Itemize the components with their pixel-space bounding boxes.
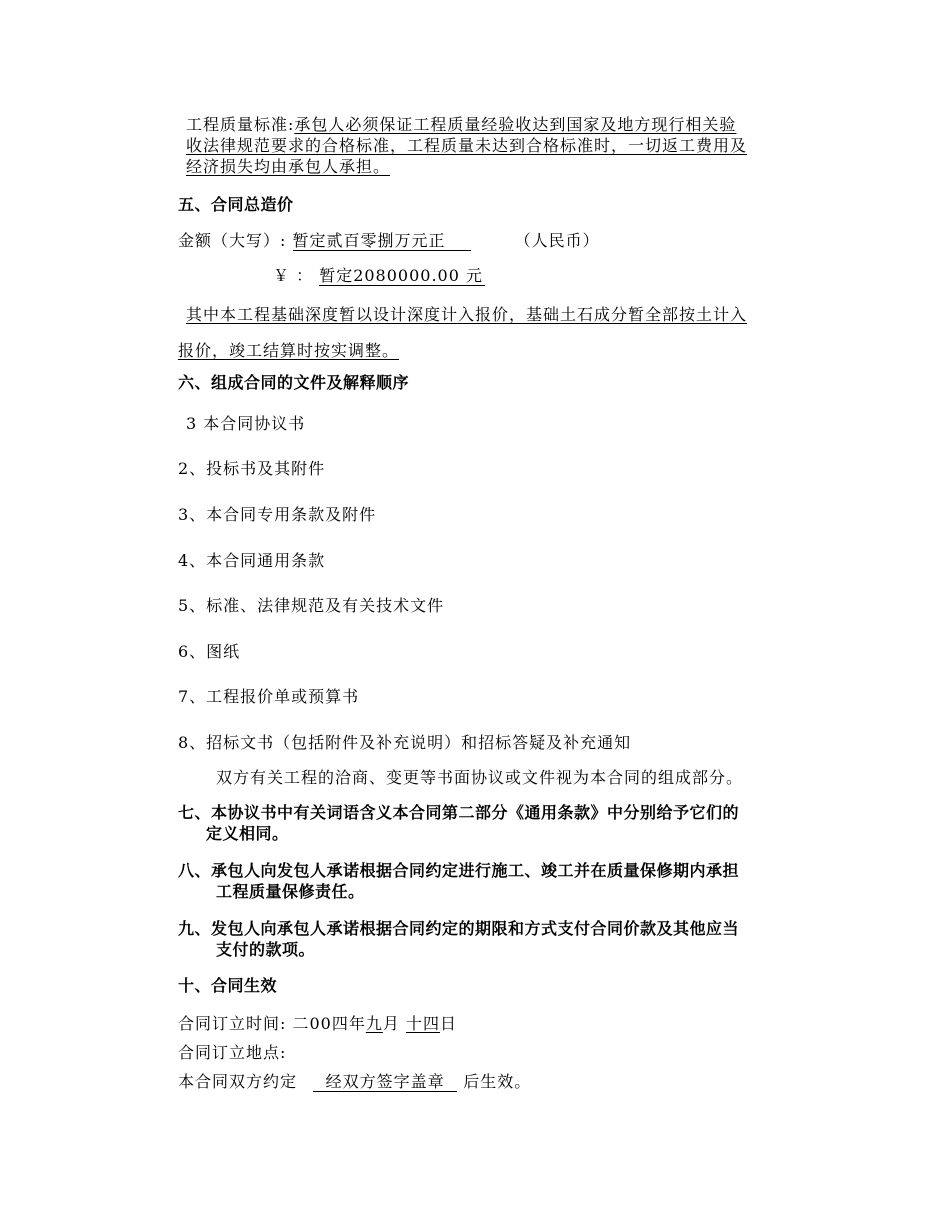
effective-prefix: 本合同双方约定: [178, 1072, 298, 1091]
contract-date-year: 二00四年: [292, 1014, 366, 1033]
document-list-item: 3 本合同协议书: [186, 414, 306, 433]
amount-figure-value: 暂定2080000.00 元: [319, 267, 485, 286]
document-list-item: 7、工程报价单或预算书: [178, 687, 360, 706]
quality-label: 工程质量标准:: [186, 115, 295, 134]
contract-effective-row: [178, 1072, 531, 1092]
price-note-line-1: 其中本工程基础深度暂以设计深度计入报价，基础土石成分暂全部按土计入: [186, 305, 748, 324]
quality-standard-line-3: 经济损失均由承包人承担。: [186, 157, 391, 176]
section-7-line-2: 定义相同。: [206, 824, 289, 843]
section-6-closing: 双方有关工程的洽商、变更等书面协议或文件视为本合同的组成部分。: [216, 768, 744, 787]
section-7-line-1: 七、本协议书中有关词语含义本合同第二部分《通用条款》中分别给予它们的: [178, 803, 740, 822]
section-8-line-2: 工程质量保修责任。: [216, 882, 365, 901]
document-list-item: 6、图纸: [178, 642, 241, 661]
yen-label: ￥ ：: [273, 266, 314, 285]
contract-date-month-unit: 月: [382, 1014, 400, 1033]
amount-words-row: [178, 231, 600, 251]
amount-figure-row: [273, 266, 485, 286]
contract-date-day: 十四: [406, 1014, 441, 1033]
effective-suffix: 后生效。: [463, 1072, 532, 1091]
section-10-heading: 十、合同生效: [178, 976, 278, 995]
contract-date-label: 合同订立时间:: [178, 1014, 287, 1033]
document-list-item: 3、本合同专用条款及附件: [178, 505, 377, 524]
section-8-line-1: 八、承包人向发包人承诺根据合同约定进行施工、竣工并在质量保修期内承担: [178, 861, 740, 880]
price-note-line-2: 报价，竣工结算时按实调整。: [178, 341, 400, 360]
amount-words-value: 暂定贰百零捌万元正: [293, 232, 471, 251]
section-9-line-2: 支付的款项。: [216, 940, 316, 959]
section-9-line-1: 九、发包人向承包人承诺根据合同约定的期限和方式支付合同价款及其他应当: [178, 919, 740, 938]
contract-place-label: 合同订立地点:: [178, 1043, 287, 1062]
section-5-heading: 五、合同总造价: [178, 195, 294, 214]
document-list-item: 8、招标文书（包括附件及补充说明）和招标答疑及补充通知: [178, 733, 632, 752]
amount-words-label: 金额（大写）:: [178, 231, 287, 250]
effective-value: 经双方签字盖章: [313, 1073, 457, 1092]
quality-text-1: 承包人必须保证工程质量经验收达到国家及地方现行相关验: [294, 115, 737, 134]
contract-date-row: [178, 1014, 457, 1034]
contract-date-month: 九: [365, 1014, 383, 1033]
document-list-item: 4、本合同通用条款: [178, 551, 326, 570]
section-6-heading: 六、组成合同的文件及解释顺序: [178, 373, 410, 392]
quality-standard-line-2: 收法律规范要求的合格标准，工程质量未达到合格标准时，一切返工费用及: [186, 136, 748, 155]
document-list-item: 2、投标书及其附件: [178, 459, 326, 478]
quality-standard-line-1: [186, 115, 736, 135]
contract-date-day-unit: 日: [440, 1014, 458, 1033]
currency-note: （人民币）: [514, 231, 600, 250]
document-list-item: 5、标准、法律规范及有关技术文件: [178, 596, 445, 615]
